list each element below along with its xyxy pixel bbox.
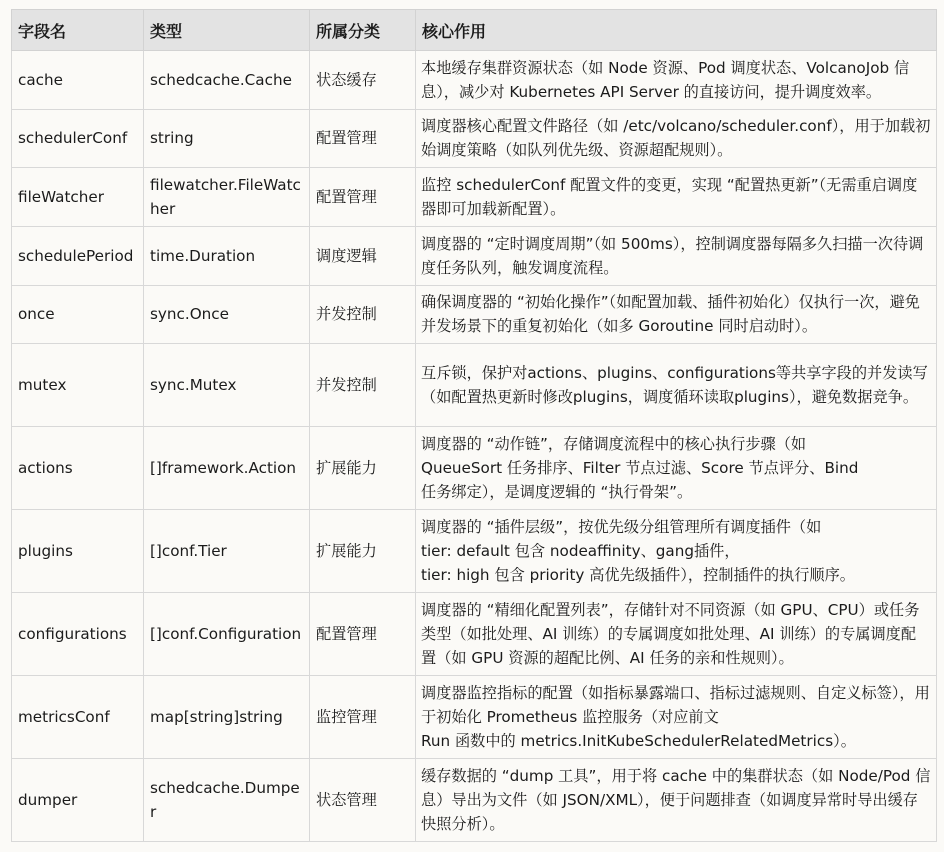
- cell-description: [416, 51, 937, 110]
- table-row: [12, 226, 937, 285]
- cell-category: 配置管理: [310, 168, 416, 227]
- cell-field: metricsConf: [12, 676, 144, 759]
- cell-category: 并发控制: [310, 344, 416, 427]
- desc-line: tier: high 包含 priority 高优先级插件），控制插件的执行顺序。: [421, 566, 855, 585]
- cell-description: [416, 109, 937, 168]
- desc-line: 调度器的 “精细化配置列表”，存储针对不同资源（如 GPU、CPU）或任务类型（如批处理、AI 训练）的专属调度如批处理、AI 训练）的专属调度配置（如 GPU 资源的超配比例、AI 任务的亲和性规则）。: [421, 601, 920, 668]
- cell-category: 状态管理: [310, 758, 416, 841]
- field-table: [11, 9, 937, 842]
- cell-type: []framework.Action: [144, 427, 310, 510]
- cell-description: [416, 427, 937, 510]
- cell-field: cache: [12, 51, 144, 110]
- cell-category: 调度逻辑: [310, 226, 416, 285]
- desc-line: 确保调度器的 “初始化操作”（如配置加载、插件初始化）仅执行一次，避免并发场景下的重复初始化（如多 Goroutine 同时启动时）。: [421, 293, 920, 336]
- desc-line: 互斥锁，保护对actions、plugins、configurations等共享字段的并发读写（如配置热更新时修改plugins，调度循环读取plugins），避免数据竞争。: [421, 364, 928, 407]
- cell-description: [416, 344, 937, 427]
- table-header-row: [12, 10, 937, 51]
- cell-type: sync.Mutex: [144, 344, 310, 427]
- desc-line: 调度器的 “插件层级”，按优先级分组管理所有调度插件（如: [421, 518, 822, 537]
- desc-line: 监控 schedulerConf 配置文件的变更，实现 “配置热更新”（无需重启调度器即可加载新配置）。: [421, 176, 918, 219]
- cell-category: 监控管理: [310, 676, 416, 759]
- header-field-name: 字段名: [12, 10, 144, 51]
- cell-type: schedcache.Dumper: [144, 758, 310, 841]
- desc-line: 缓存数据的 “dump 工具”，用于将 cache 中的集群状态（如 Node/Pod 信息）导出为文件（如 JSON/XML），便于问题排查（如调度异常时导出缓存快照分析）。: [421, 766, 931, 833]
- cell-category: 并发控制: [310, 285, 416, 344]
- cell-description: [416, 285, 937, 344]
- cell-field: dumper: [12, 758, 144, 841]
- cell-type: map[string]string: [144, 676, 310, 759]
- cell-field: schedulePeriod: [12, 226, 144, 285]
- cell-field: schedulerConf: [12, 109, 144, 168]
- table-row: [12, 676, 937, 759]
- cell-category: 配置管理: [310, 593, 416, 676]
- cell-field: once: [12, 285, 144, 344]
- desc-line: 调度器监控指标的配置（如指标暴露端口、指标过滤规则、自定义标签），用于初始化 Prometheus 监控服务（对应前文: [421, 684, 930, 726]
- cell-type: sync.Once: [144, 285, 310, 344]
- cell-field: configurations: [12, 593, 144, 676]
- cell-type: time.Duration: [144, 226, 310, 285]
- cell-type: schedcache.Cache: [144, 51, 310, 110]
- header-type: 类型: [144, 10, 310, 51]
- cell-field: fileWatcher: [12, 168, 144, 227]
- desc-line: 本地缓存集群资源状态（如 Node 资源、Pod 调度状态、VolcanoJob 信息），减少对 Kubernetes API Server 的直接访问，提升调度效率。: [421, 58, 910, 101]
- table-row: [12, 593, 937, 676]
- table-row: [12, 758, 937, 841]
- cell-category: 配置管理: [310, 109, 416, 168]
- cell-type: []conf.Tier: [144, 510, 310, 593]
- cell-description: [416, 226, 937, 285]
- table-row: [12, 427, 937, 510]
- cell-field: mutex: [12, 344, 144, 427]
- desc-line: 调度器的 “动作链”，存储调度流程中的核心执行步骤（如: [421, 435, 807, 454]
- cell-description: [416, 758, 937, 841]
- cell-category: 扩展能力: [310, 427, 416, 510]
- cell-description: [416, 593, 937, 676]
- cell-field: actions: [12, 427, 144, 510]
- cell-category: 状态缓存: [310, 51, 416, 110]
- desc-line: 调度器的 “定时调度周期”（如 500ms），控制调度器每隔多久扫描一次待调度任务队列，触发调度流程。: [421, 234, 924, 277]
- table-row: [12, 510, 937, 593]
- desc-line: QueueSort 任务排序、Filter 节点过滤、Score 节点评分、Bind: [421, 459, 859, 478]
- table-container: [11, 9, 936, 842]
- table-row: [12, 285, 937, 344]
- desc-line: tier: default 包含 nodeaffinity、gang插件，: [421, 542, 740, 561]
- cell-category: 扩展能力: [310, 510, 416, 593]
- cell-type: filewatcher.FileWatcher: [144, 168, 310, 227]
- cell-description: [416, 510, 937, 593]
- table-row: [12, 51, 937, 110]
- desc-line: 调度器核心配置文件路径（如 /etc/volcano/scheduler.conf），用于加载初始调度策略（如队列优先级、资源超配规则）。: [421, 117, 931, 160]
- table-row: [12, 109, 937, 168]
- desc-line: 任务绑定），是调度逻辑的 “执行骨架”。: [421, 483, 693, 502]
- table-row: [12, 168, 937, 227]
- cell-type: []conf.Configuration: [144, 593, 310, 676]
- header-category: 所属分类: [310, 10, 416, 51]
- cell-type: string: [144, 109, 310, 168]
- cell-field: plugins: [12, 510, 144, 593]
- table-row: [12, 344, 937, 427]
- cell-description: [416, 676, 937, 759]
- header-core-role: 核心作用: [416, 10, 937, 51]
- desc-line: Run 函数中的 metrics.InitKubeSchedulerRelatedMetrics）。: [421, 732, 856, 750]
- cell-description: [416, 168, 937, 227]
